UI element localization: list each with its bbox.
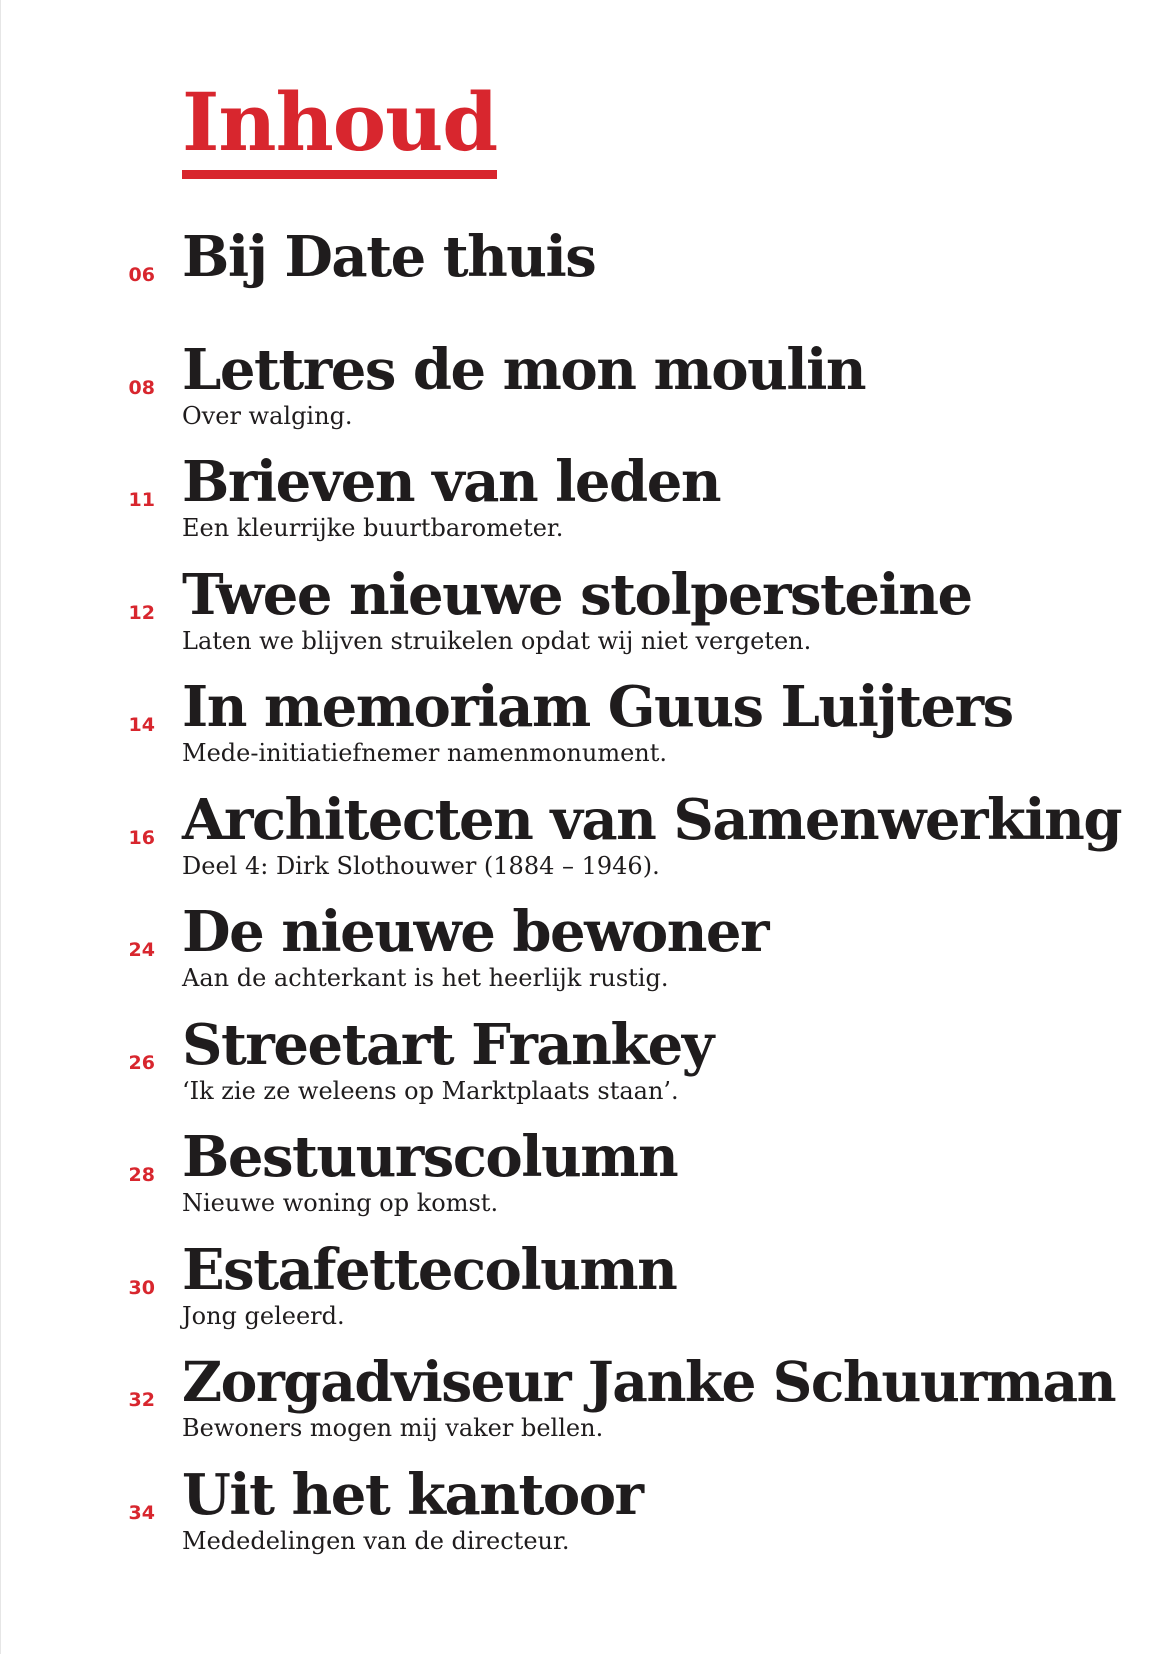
toc-entry-title: Estafettecolumn: [182, 1236, 677, 1303]
toc-entry-title: Zorgadviseur Janke Schuurman: [182, 1349, 1116, 1414]
toc-entry-subtitle: Bewoners mogen mij vaker bellen.: [182, 1414, 604, 1442]
toc-entry[interactable]: [1, 224, 1166, 342]
toc-page-number: 28: [128, 1164, 155, 1186]
toc-page-number: 16: [128, 826, 155, 849]
toc-entry-subtitle: Over walging.: [182, 401, 353, 430]
toc-page-number: 24: [128, 939, 155, 961]
toc-page-number: 12: [128, 601, 155, 624]
toc-entry[interactable]: [1, 1011, 1166, 1130]
toc-entry[interactable]: [1, 336, 1166, 455]
toc-entry-subtitle: ‘Ik zie ze weleens op Marktplaats staan’.: [182, 1076, 679, 1105]
toc-page-number: 14: [128, 714, 155, 736]
toc-entry[interactable]: [1, 449, 1166, 567]
table-of-contents: [1, 224, 1166, 1579]
page-title-wrap: [182, 75, 498, 179]
toc-entry-subtitle: Mededelingen van de directeur.: [182, 1526, 570, 1555]
toc-entry-title: Brieven van leden: [182, 449, 721, 515]
toc-entry-title: Twee nieuwe stolpersteine: [182, 561, 972, 628]
toc-entry-subtitle: Laten we blijven struikelen opdat wij niet vergeten.: [182, 626, 812, 655]
toc-entry[interactable]: [1, 786, 1166, 905]
toc-entry-title: Bij Date thuis: [182, 224, 596, 290]
toc-entry-title: Uit het kantoor: [182, 1461, 643, 1528]
toc-page-number: 26: [128, 1051, 155, 1074]
toc-page-number: 30: [128, 1276, 155, 1299]
toc-entry-subtitle: Deel 4: Dirk Slothouwer (1884 – 1946).: [182, 851, 660, 880]
toc-entry[interactable]: [1, 1461, 1166, 1580]
toc-entry-title: De nieuwe bewoner: [182, 899, 769, 965]
toc-entry-subtitle: Aan de achterkant is het heerlijk rustig.: [182, 964, 669, 992]
toc-entry-title: Architecten van Samenwerking: [182, 786, 1121, 853]
toc-page-number: 11: [128, 489, 155, 511]
toc-entry-subtitle: Jong geleerd.: [182, 1301, 345, 1330]
toc-page-number: 08: [128, 376, 155, 399]
toc-entry-subtitle: Mede-initiatiefnemer namenmonument.: [182, 739, 668, 767]
toc-entry-title: Streetart Frankey: [182, 1011, 713, 1078]
toc-page-number: 32: [128, 1389, 155, 1411]
toc-entry[interactable]: [1, 561, 1166, 680]
toc-entry[interactable]: [1, 1236, 1166, 1355]
page-title: Inhoud: [182, 82, 497, 179]
toc-entry-subtitle: Nieuwe woning op komst.: [182, 1189, 499, 1217]
toc-page-number: 06: [128, 264, 155, 286]
toc-entry-title: Lettres de mon moulin: [182, 336, 866, 403]
toc-entry-subtitle: Een kleurrijke buurtbarometer.: [182, 514, 564, 542]
toc-entry[interactable]: [1, 1349, 1166, 1467]
toc-entry-title: Bestuurscolumn: [182, 1124, 678, 1190]
toc-entry[interactable]: [1, 899, 1166, 1017]
toc-entry-title: In memoriam Guus Luijters: [182, 674, 1013, 740]
toc-entry[interactable]: [1, 1124, 1166, 1242]
toc-page-number: 34: [128, 1501, 155, 1524]
toc-entry[interactable]: [1, 674, 1166, 792]
